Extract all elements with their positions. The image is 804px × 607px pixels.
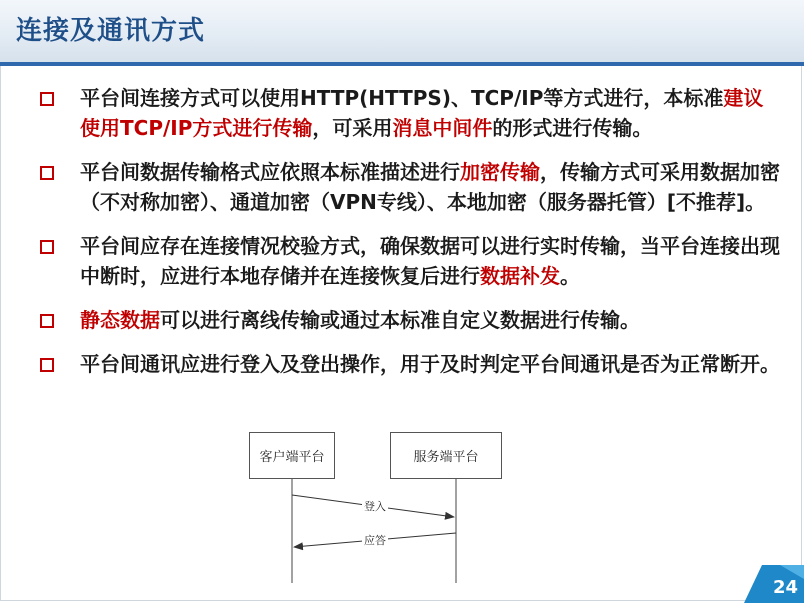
- body-text: 平台间连接方式可以使用HTTP(HTTPS)、TCP/IP等方式进行，本标准: [80, 86, 724, 110]
- bullet-square-icon: [40, 166, 54, 180]
- bullet-item: [36, 349, 781, 379]
- highlighted-text: 加密传输: [460, 160, 540, 184]
- bullet-text: [80, 86, 763, 140]
- title-bar: [0, 0, 804, 62]
- bullet-text: [80, 160, 780, 214]
- bullet-item: [36, 305, 781, 335]
- bullet-square-icon: [40, 314, 54, 328]
- bullet-item: [36, 83, 781, 143]
- body-text: 平台间通讯应进行登入及登出操作，用于及时判定平台间通讯是否为正常断开。: [80, 352, 780, 376]
- page-number: 24: [772, 577, 798, 598]
- reply-message-label: 应答: [364, 534, 386, 547]
- body-text: ，可采用: [312, 116, 393, 140]
- bullet-text: [80, 308, 640, 332]
- page-number-badge: [744, 565, 804, 603]
- bullet-square-icon: [40, 240, 54, 254]
- bullet-square-icon: [40, 358, 54, 372]
- highlighted-text: 数据补发: [480, 264, 560, 288]
- bullet-list: [36, 83, 781, 393]
- highlighted-text: 静态数据: [80, 308, 160, 332]
- highlighted-text: 建议使用TCP/IP方式进行传输: [80, 86, 764, 140]
- body-text: 的形式进行传输。: [492, 116, 653, 140]
- body-text: 平台间应存在连接情况校验方式，确保数据可以进行实时传输，当平台连接出现中断时，应进行本地存储并在连接恢复后进行: [80, 234, 780, 288]
- highlighted-text: 消息中间件: [392, 116, 493, 140]
- title-underline: [0, 62, 804, 66]
- bullet-text: [80, 234, 780, 288]
- bullet-text: [80, 352, 780, 376]
- bullet-item: [36, 231, 781, 291]
- sequence-diagram: [244, 425, 524, 590]
- slide-title: 连接及通讯方式: [16, 16, 206, 46]
- body-text: 。: [560, 264, 580, 288]
- client-platform-box: 客户端平台: [249, 432, 335, 479]
- body-text: 平台间数据传输格式应依照本标准描述进行: [80, 160, 460, 184]
- bullet-square-icon: [40, 92, 54, 106]
- login-message-label: 登入: [364, 500, 386, 513]
- body-text: 可以进行离线传输或通过本标准自定义数据进行传输。: [160, 308, 640, 332]
- bullet-item: [36, 157, 781, 217]
- body-text: ，传输方式可采用数据加密（不对称加密）、通道加密（VPN专线）、本地加密（服务器托管）[不推荐]。: [80, 160, 780, 214]
- server-platform-box: 服务端平台: [390, 432, 502, 479]
